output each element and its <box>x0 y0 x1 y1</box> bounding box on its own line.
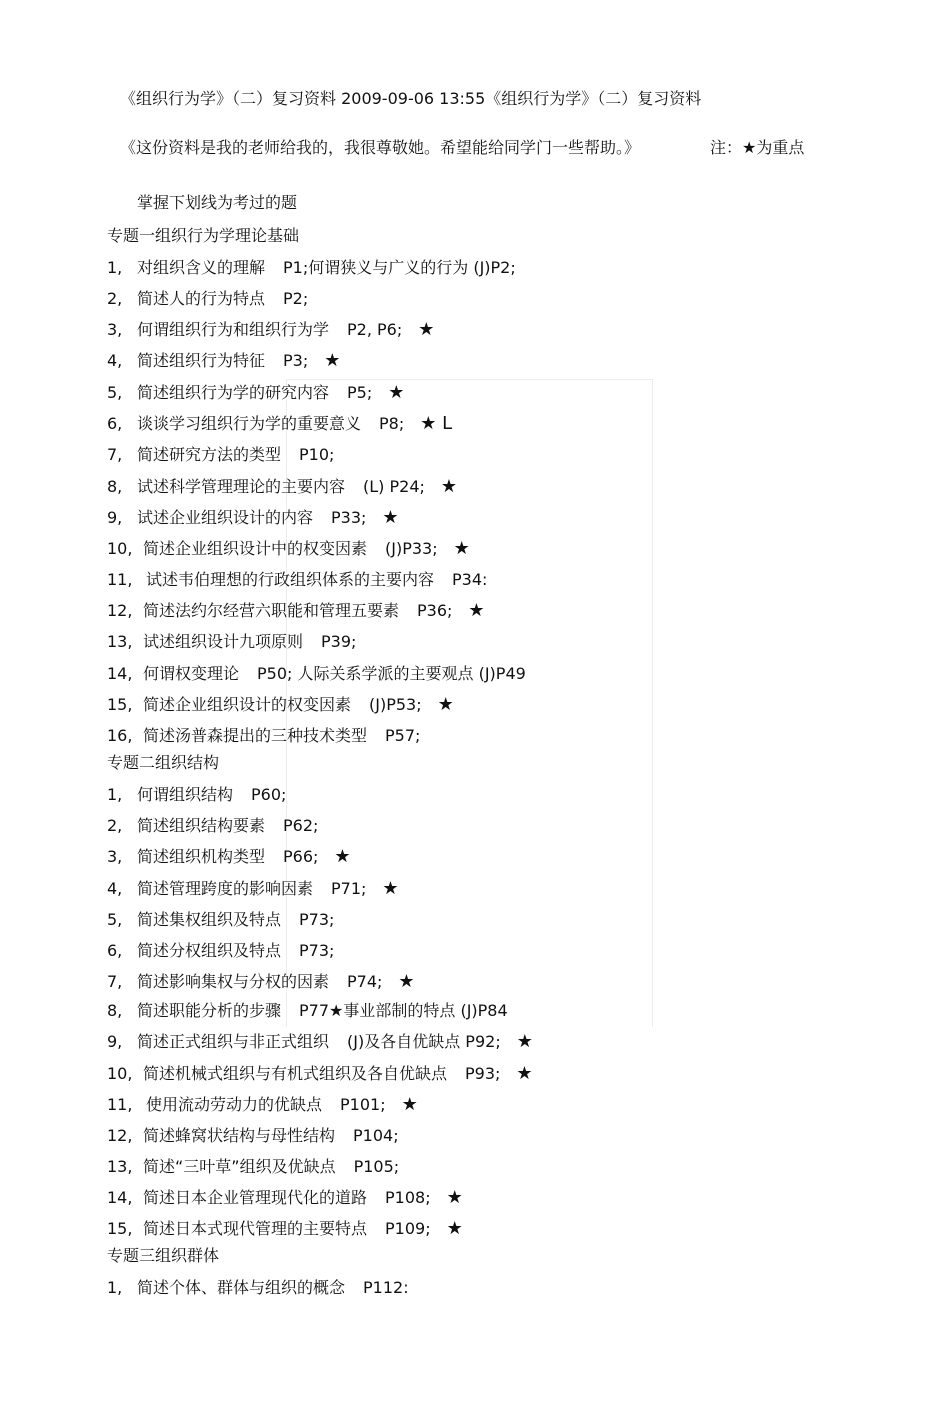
star-icon: ★ L <box>420 413 453 434</box>
list-item: 1, 简述个体、群体与组织的概念 P112: <box>107 1278 409 1297</box>
list-item: 13, 简述“三叶草”组织及优缺点 P105; <box>107 1157 400 1176</box>
list-item: 10, 简述企业组织设计中的权变因素 (J)P33; ★ <box>107 538 470 559</box>
list-item: 8, 简述职能分析的步骤 P77★事业部制的特点 (J)P84 <box>107 1001 508 1020</box>
list-item: 3, 何谓组织行为和组织行为学 P2, P6; ★ <box>107 319 435 340</box>
list-item: 5, 简述组织行为学的研究内容 P5; ★ <box>107 382 405 403</box>
star-icon: ★ <box>453 538 470 559</box>
star-icon: ★ <box>382 507 399 528</box>
list-item: 10, 简述机械式组织与有机式组织及各自优缺点 P93; ★ <box>107 1063 533 1084</box>
quote-line: 《这份资料是我的老师给我的，我很尊敬她。希望能给同学门一些帮助。》 <box>120 138 641 157</box>
star-icon: ★ <box>446 1187 463 1208</box>
list-item: 9, 试述企业组织设计的内容 P33; ★ <box>107 507 399 528</box>
list-item: 16, 简述汤普森提出的三种技术类型 P57; <box>107 726 421 745</box>
list-item: 6, 简述分权组织及特点 P73; <box>107 941 335 960</box>
star-note: 注：★为重点 <box>710 138 805 157</box>
list-item: 8, 试述科学管理理论的主要内容 (L) P24; ★ <box>107 476 458 497</box>
section-heading: 专题一组织行为学理论基础 <box>107 226 300 245</box>
star-icon: ★ <box>418 319 435 340</box>
star-icon: ★ <box>446 1218 463 1239</box>
star-icon: ★ <box>401 1094 418 1115</box>
list-item: 7, 简述研究方法的类型 P10; <box>107 445 335 464</box>
star-icon: ★ <box>468 600 485 621</box>
list-item: 2, 简述组织结构要素 P62; <box>107 816 319 835</box>
list-item: 1, 何谓组织结构 P60; <box>107 785 287 804</box>
list-item: 15, 简述日本式现代管理的主要特点 P109; ★ <box>107 1218 463 1239</box>
list-item: 14, 何谓权变理论 P50; 人际关系学派的主要观点 (J)P49 <box>107 664 526 683</box>
star-icon: ★ <box>398 971 415 992</box>
star-icon: ★ <box>440 476 458 497</box>
list-item: 15, 简述企业组织设计的权变因素 (J)P53; ★ <box>107 694 454 715</box>
list-item: 5, 简述集权组织及特点 P73; <box>107 910 335 929</box>
document-title-line: 《组织行为学》（二）复习资料 2009-09-06 13:55《组织行为学》（二）复习资料 <box>120 89 702 108</box>
list-item: 4, 简述组织行为特征 P3; ★ <box>107 350 341 371</box>
star-icon: ★ <box>382 878 399 899</box>
list-item: 9, 简述正式组织与非正式组织 (J)及各自优缺点 P92; ★ <box>107 1031 533 1052</box>
star-icon: ★ <box>437 694 454 715</box>
intro-line: 掌握下划线为考过的题 <box>137 193 298 212</box>
section-heading: 专题三组织群体 <box>107 1246 220 1265</box>
section-heading: 专题二组织结构 <box>107 753 220 772</box>
list-item: 11, 试述韦伯理想的行政组织体系的主要内容 P34: <box>107 570 488 589</box>
list-item: 6, 谈谈学习组织行为学的重要意义 P8; ★ L <box>107 413 453 434</box>
list-item: 13, 试述组织设计九项原则 P39; <box>107 632 357 651</box>
list-item: 12, 简述蜂窝状结构与母性结构 P104; <box>107 1126 399 1145</box>
star-icon: ★ <box>516 1063 533 1084</box>
list-item: 2, 简述人的行为特点 P2; <box>107 289 309 308</box>
list-item: 7, 简述影响集权与分权的因素 P74; ★ <box>107 971 415 992</box>
star-icon: ★ <box>388 382 405 403</box>
list-item: 11, 使用流动劳动力的优缺点 P101; ★ <box>107 1094 418 1115</box>
list-item: 1, 对组织含义的理解 P1;何谓狭义与广义的行为 (J)P2; <box>107 258 516 277</box>
list-item: 12, 简述法约尔经营六职能和管理五要素 P36; ★ <box>107 600 485 621</box>
star-icon: ★ <box>334 846 351 867</box>
list-item: 3, 简述组织机构类型 P66; ★ <box>107 846 351 867</box>
list-item: 4, 简述管理跨度的影响因素 P71; ★ <box>107 878 399 899</box>
star-icon: ★ <box>324 350 341 371</box>
star-icon: ★ <box>516 1031 533 1052</box>
list-item: 14, 简述日本企业管理现代化的道路 P108; ★ <box>107 1187 463 1208</box>
